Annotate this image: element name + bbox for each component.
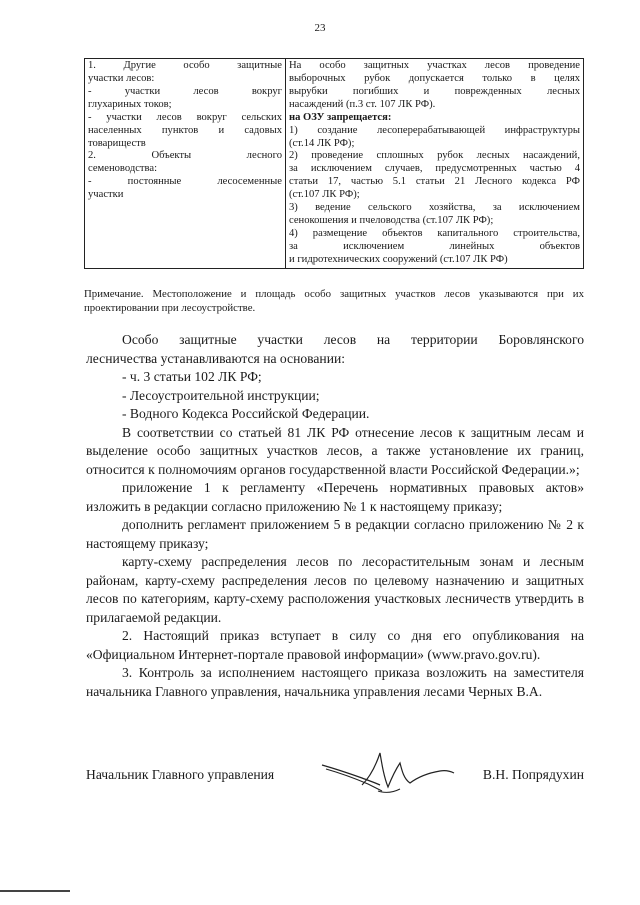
table-line: населенных пунктов и садовых bbox=[88, 124, 282, 136]
table-note: Примечание. Местоположение и площадь особо защитных участков лесов указываются при их проектировании при лесоустройстве. bbox=[84, 288, 584, 315]
table-line: выборочных рубок допускается только в целях bbox=[289, 72, 580, 84]
signature-block bbox=[86, 767, 584, 807]
paragraph: дополнить регламент приложением 5 в редакции согласно приложению № 2 к настоящему приказу; bbox=[86, 517, 584, 551]
footer-rule bbox=[0, 890, 70, 892]
table-line: 1. Другие особо защитные bbox=[88, 60, 282, 71]
signatory-position: Начальник Главного управления bbox=[86, 767, 275, 782]
table-line: семеноводства: bbox=[88, 163, 158, 175]
table-line: за исключением случаев, предусмотренных частью 4 bbox=[289, 163, 580, 175]
table-line: 2. Объекты лесного bbox=[88, 150, 282, 162]
table-line: 1) создание лесоперерабатывающей инфраструктуры bbox=[289, 124, 580, 136]
paragraph: лесничества устанавливаются на основании: bbox=[86, 350, 346, 366]
table-line: участки лесов: bbox=[88, 72, 155, 84]
table-line: На особо защитных участках лесов проведение bbox=[289, 60, 580, 71]
list-item: - ч. 3 статьи 102 ЛК РФ; bbox=[122, 369, 262, 384]
table-line: 3) ведение сельского хозяйства, за исключением bbox=[289, 202, 580, 214]
signatory-name: В.Н. Попрядухин bbox=[482, 767, 584, 782]
table-line: (ст.14 ЛК РФ); bbox=[289, 137, 355, 149]
table-line: вырубки погибших и поврежденных лесных bbox=[289, 85, 580, 97]
table-line: 2) проведение сплошных рубок лесных насаждений, bbox=[289, 150, 580, 162]
table-line: сенокошения и пчеловодства (ст.107 ЛК РФ); bbox=[289, 215, 494, 227]
table-line: товариществ bbox=[88, 137, 146, 149]
table-cell-regime bbox=[286, 59, 584, 269]
table-cell-categories bbox=[85, 59, 286, 269]
paragraph: приложение 1 к регламенту «Перечень нормативных правовых актов» изложить в редакции согласно приложению № 1 к настоящему приказу; bbox=[86, 480, 584, 514]
ozu-table bbox=[84, 58, 584, 269]
table-line: участки bbox=[88, 189, 124, 201]
paragraph: 3. Контроль за исполнением настоящего приказа возложить на заместителя начальника Главного управления, начальника управления лесами Черных В.А. bbox=[86, 665, 584, 699]
ban-heading: на ОЗУ запрещается: bbox=[289, 111, 392, 123]
paragraph: 2. Настоящий приказ вступает в силу со дня его опубликования на «Официальном Интернет-портале правовой информации» (www.pravo.gov.ru). bbox=[86, 628, 584, 662]
table-line: насаждений (п.3 ст. 107 ЛК РФ). bbox=[289, 98, 436, 110]
table-line: (ст.107 ЛК РФ); bbox=[289, 189, 360, 201]
table-line: - участки лесов вокруг bbox=[88, 85, 282, 97]
table-line: статьи 17, частью 5.1 статьи 21 Лесного кодекса РФ bbox=[289, 176, 580, 188]
list-item: - Водного Кодекса Российской Федерации. bbox=[122, 406, 370, 421]
table-line: 4) размещение объектов капитального строительства, bbox=[289, 227, 580, 239]
handwritten-signature bbox=[318, 747, 458, 799]
paragraph: Особо защитные участки лесов на территории Боровлянского bbox=[122, 332, 584, 347]
table-line: и гидротехнических сооружений (ст.107 ЛК РФ) bbox=[289, 253, 508, 265]
table-line: - участки лесов вокруг сельских bbox=[88, 111, 282, 123]
table-line: за исключением линейных объектов bbox=[289, 240, 580, 252]
table-row bbox=[85, 59, 584, 269]
paragraph: карту-схему распределения лесов по лесорастительным зонам и лесным районам, карту-схему распределения лесов по целевому назначению и защитных лесов по категориям, карту-схему расположения участковых лесничеств утвердить в прилагаемой редакции. bbox=[86, 554, 584, 625]
paragraph: В соответствии со статьей 81 ЛК РФ отнесение лесов к защитным лесам и выделение особо защитных участков лесов, а также установление их границ, относится к полномочиям органов государственной власти Российской Федерации.»; bbox=[86, 424, 584, 477]
list-item: - Лесоустроительной инструкции; bbox=[122, 387, 320, 403]
order-text bbox=[86, 331, 584, 701]
table-line: глухариных токов; bbox=[88, 98, 172, 110]
table-line: - постоянные лесосеменные bbox=[88, 176, 282, 188]
page-number: 23 bbox=[314, 22, 326, 34]
